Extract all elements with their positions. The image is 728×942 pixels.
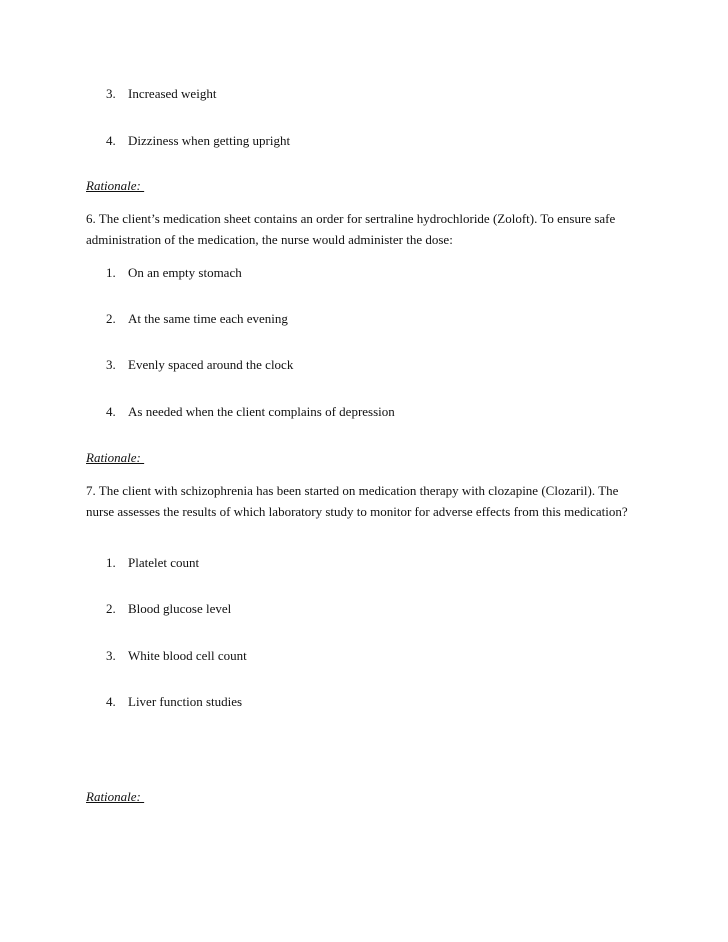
- option-number: 1.: [106, 265, 116, 280]
- option-number: 4.: [106, 404, 116, 419]
- q6-stem: 6. The client’s medication sheet contains an order for sertraline hydrochloride (Zoloft). To ensure safe administration of the medication, the nurse would administer the dose:: [86, 211, 616, 247]
- option-text: Platelet count: [128, 555, 200, 570]
- q5-rationale-label: Rationale:: [86, 178, 145, 193]
- option-text: Increased weight: [128, 86, 217, 101]
- option-number: 3.: [106, 357, 116, 372]
- option-number: 4.: [106, 133, 116, 148]
- q5-option-3: [106, 84, 216, 104]
- option-number: 3.: [106, 648, 116, 663]
- q6-option-1: [106, 263, 242, 283]
- option-number: 3.: [106, 86, 116, 101]
- option-text: As needed when the client complains of depression: [128, 404, 395, 419]
- q7-option-4: [106, 692, 242, 712]
- option-text: White blood cell count: [128, 648, 247, 663]
- q6-option-4: [106, 402, 395, 422]
- option-text: Liver function studies: [128, 694, 243, 709]
- option-text: At the same time each evening: [128, 311, 288, 326]
- option-number: 4.: [106, 694, 116, 709]
- option-number: 2.: [106, 601, 116, 616]
- q6-option-3: [106, 355, 293, 375]
- option-number: 1.: [106, 555, 116, 570]
- q7-option-2: [106, 599, 231, 619]
- option-number: 2.: [106, 311, 116, 326]
- q7-stem: 7. The client with schizophrenia has been started on medication therapy with clozapine (Clozaril). The nurse assesses the results of which laboratory study to monitor for adverse effects from this medication?: [86, 483, 628, 519]
- q6-option-2: [106, 309, 288, 329]
- option-text: Evenly spaced around the clock: [128, 357, 294, 372]
- q7-option-1: [106, 553, 199, 573]
- q5-option-4: [106, 131, 290, 151]
- q7-rationale-label: Rationale:: [86, 789, 145, 804]
- option-text: Blood glucose level: [128, 601, 232, 616]
- q7-option-3: [106, 646, 247, 666]
- q6-rationale-label: Rationale:: [86, 450, 145, 465]
- option-text: On an empty stomach: [128, 265, 242, 280]
- option-text: Dizziness when getting upright: [128, 133, 291, 148]
